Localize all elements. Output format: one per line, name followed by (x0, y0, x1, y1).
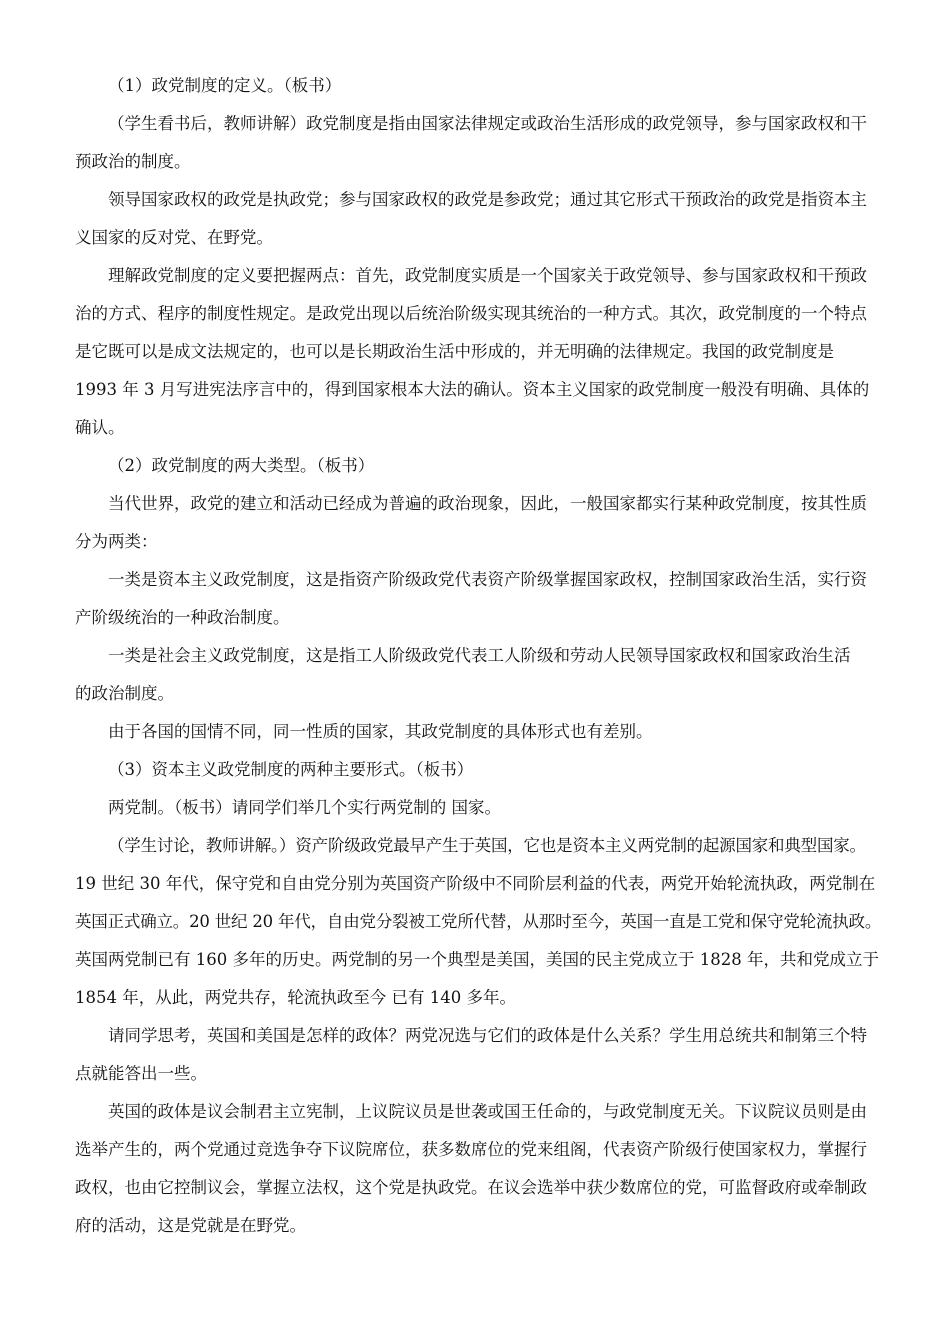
paragraph-line: 1854 年，从此，两党共存，轮流执政至今 已有 140 多年。 (75, 988, 516, 1007)
paragraph-line: 英国正式确立。20 世纪 20 年代，自由党分裂被工党所代替，从那时至今，英国一直是工党和保守党轮流执政。 (75, 912, 882, 931)
paragraph-line: 是它既可以是成文法规定的，也可以是长期政治生活中形成的，并无明确的法律规定。我国的政党制度是 (75, 342, 834, 361)
paragraph-line: 府的活动，这是党就是在野党。 (75, 1216, 306, 1235)
paragraph-line: 义国家的反对党、在野党。 (75, 228, 273, 247)
paragraph-line: 19 世纪 30 年代，保守党和自由党分别为英国资产阶级中不同阶层利益的代表，两党开始轮流执政，两党制在 (75, 874, 876, 893)
paragraph-line: 领导国家政权的政党是执政党；参与国家政权的政党是参政党；通过其它形式干预政治的政党是指资本主 (108, 190, 867, 209)
paragraph-line: 确认。 (75, 418, 125, 437)
paragraph-line: 政权，也由它控制议会，掌握立法权，这个党是执政党。在议会选举中获少数席位的党，可监督政府或牵制政 (75, 1178, 867, 1197)
paragraph-line: 当代世界，政党的建立和活动已经成为普遍的政治现象，因此，一般国家都实行某种政党制度，按其性质 (108, 494, 867, 513)
section-heading: （3）资本主义政党制度的两种主要形式。（板书） (108, 760, 474, 779)
paragraph-line: 1993 年 3 月写进宪法序言中的，得到国家根本大法的确认。资本主义国家的政党制度一般没有明确、具体的 (75, 380, 870, 399)
paragraph-line: 英国两党制已有 160 多年的历史。两党制的另一个典型是美国，美国的民主党成立于 1828 年，共和党成立于 (75, 950, 879, 969)
paragraph-line: 由于各国的国情不同，同一性质的国家，其政党制度的具体形式也有差别。 (108, 722, 653, 741)
paragraph-line: 一类是资本主义政党制度，这是指资产阶级政党代表资产阶级掌握国家政权，控制国家政治生活，实行资 (108, 570, 867, 589)
paragraph-line: 预政治的制度。 (75, 152, 191, 171)
paragraph-line: （学生看书后，教师讲解）政党制度是指由国家法律规定或政治生活形成的政党领导，参与国家政权和干 (108, 114, 867, 133)
paragraph-line: 分为两类： (75, 532, 158, 551)
paragraph-line: 请同学思考，英国和美国是怎样的政体？两党况选与它们的政体是什么关系？学生用总统共和制第三个特 (108, 1026, 867, 1045)
paragraph-line: 选举产生的，两个党通过竞选争夺下议院席位，获多数席位的党来组阁，代表资产阶级行使国家权力，掌握行 (75, 1140, 867, 1159)
section-heading: （1）政党制度的定义。（板书） (108, 76, 342, 95)
paragraph-line: 理解政党制度的定义要把握两点：首先，政党制度实质是一个国家关于政党领导、参与国家政权和干预政 (108, 266, 867, 285)
paragraph-line: 的政治制度。 (75, 684, 174, 703)
paragraph-line: 两党制。（板书）请同学们举几个实行两党制的 国家。 (108, 798, 501, 817)
paragraph-line: 英国的政体是议会制君主立宪制，上议院议员是世袭或国王任命的，与政党制度无关。下议院议员则是由 (108, 1102, 867, 1121)
paragraph-line: 点就能答出一些。 (75, 1064, 207, 1083)
paragraph-line: 一类是社会主义政党制度，这是指工人阶级政党代表工人阶级和劳动人民领导国家政权和国家政治生活 (108, 646, 851, 665)
paragraph-line: （学生讨论，教师讲解。）资产阶级政党最早产生于英国，它也是资本主义两党制的起源国家和典型国家。 (108, 836, 866, 855)
paragraph-line: 治的方式、程序的制度性规定。是政党出现以后统治阶级实现其统治的一种方式。其次，政党制度的一个特点 (75, 304, 867, 323)
paragraph-line: 产阶级统治的一种政治制度。 (75, 608, 290, 627)
section-heading: （2）政党制度的两大类型。（板书） (108, 456, 375, 475)
